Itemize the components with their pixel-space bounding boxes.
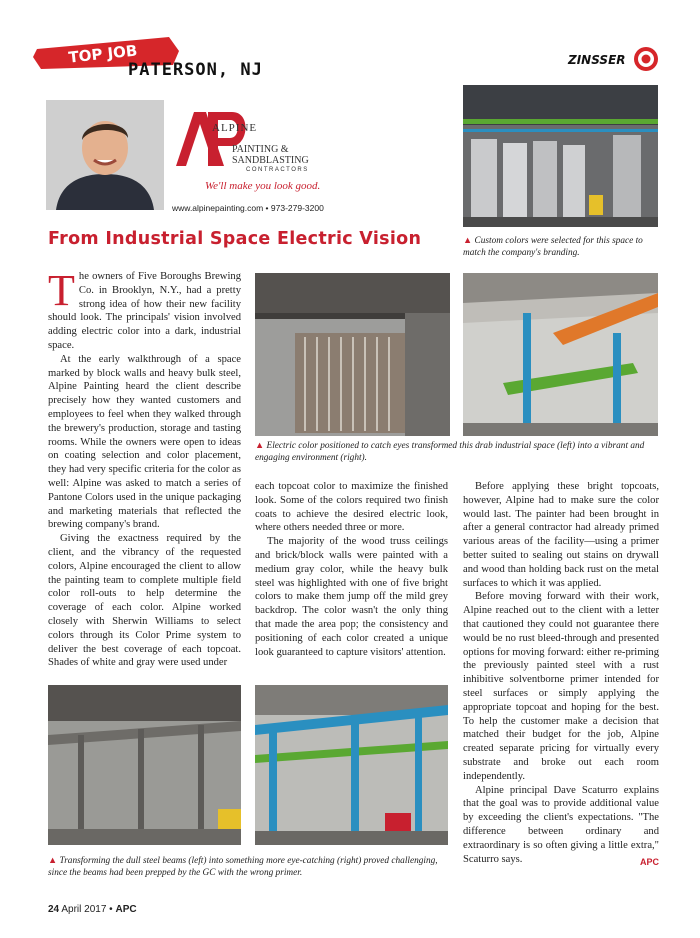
caption-top-right <box>463 235 663 259</box>
job-location: PATERSON, NJ <box>128 60 263 80</box>
company-contractors: CONTRACTORS <box>246 167 309 173</box>
paragraph-5: The majority of the wood truss ceilings and brick/block walls were painted with a medium gray color, while the heavy bulk steel was highlighted with one of five bright colors to make them jump off the mild grey backdrop. The color wasn't the only thing that made the area pop; the consistency and positioning of each color created a unique look guaranteed to capture visitors' attention. <box>255 536 448 658</box>
article-column-1 <box>48 266 241 670</box>
company-services: PAINTING & SANDBLASTING <box>232 144 309 166</box>
paragraph-1 <box>48 266 241 353</box>
svg-text:TOP JOB: TOP JOB <box>67 41 139 67</box>
drop-cap: T <box>48 266 75 315</box>
brewery-tanks-photo <box>463 85 658 227</box>
company-contact: www.alpinepainting.com • 973-279-3200 <box>172 203 324 213</box>
article-column-3 <box>463 480 659 869</box>
caption-bottom-text: Transforming the dull steel beams (left) into something more eye-catching (right) proved challenging, since the beams had been prepped by the GC with the wrong primer. <box>48 856 438 878</box>
paragraph-1-text: he owners of Five Boroughs Brewing Co. in Brooklyn, N.Y., had a pretty strong idea of how their new facility should look. The principals' vision involved adding electric color into a dark, industrial space. <box>48 271 241 351</box>
article-title: From Industrial Space Electric Vision <box>48 229 422 249</box>
page-footer <box>48 904 137 915</box>
publication-name: APC <box>115 904 137 915</box>
company-tagline: We'll make you look good. <box>205 180 321 192</box>
after-space-photo <box>463 273 658 436</box>
end-mark: APC <box>639 856 659 867</box>
paragraph-2: At the early walkthrough of a space marked by block walls and heavy bulk steel, Alpine Painting heard the client describe precisely how they wanted customers and employees to feel when they walked through the brewery's production, storage and tasting rooms. While the owners were open to ideas on coating selection and color placement, they had very specific criteria for the color as well: Alpine was asked to match a series of Pantone Colors used in the unique packaging and marketing materials that reflected the brewing company's brand. <box>48 353 241 531</box>
before-space-photo <box>255 273 450 436</box>
caption-top-right-text: Custom colors were selected for this space to match the company's branding. <box>463 236 643 258</box>
article-column-2 <box>255 480 448 659</box>
colorful-beams-photo <box>255 685 448 845</box>
portrait-photo <box>46 100 164 210</box>
caption-marker-icon: ▲ <box>255 441 265 451</box>
paragraph-6: Before applying these bright topcoats, however, Alpine had to make sure the color would last. The painter had been brought in after a general contractor had already primed various areas of the facility—using a primer better suited to sealing out stains on drywall and wood than holding back rust on the metal surfaces to which it was applied. <box>463 481 659 589</box>
paragraph-7: Before moving forward with their work, Alpine reached out to the client with a letter that cautioned they could not guarantee there would be no rust bleed-through and presented options for moving forward: either re-priming the previously painted steel with a rust inhibitive solventborne primer intended for steel surfaces or simply applying the appropriate topcoat and hoping for the best. To help the customer make a decision that matched their budget for the job, Alpine created separate pricing for virtually every substrate and broke out each room independently. <box>463 591 659 782</box>
svg-text:ZINSSER: ZINSSER <box>568 53 626 67</box>
paragraph-8-text: Alpine principal Dave Scaturro explains that the goal was to provide additional value by exceeding the client's expectations. "The difference between ordinary and extraordinary is so often giving a little extra," Scaturro says. <box>463 784 659 865</box>
paragraph-8 <box>463 784 659 867</box>
issue-date: April 2017 <box>61 904 107 915</box>
company-name: ALPINE <box>212 122 258 134</box>
paragraph-4: each topcoat color to maximize the finished look. Some of the colors required two finish coats to achieve the desired electric look, where others needed three or more. <box>255 481 448 534</box>
zinsser-logo <box>562 44 662 76</box>
caption-bottom <box>48 855 448 879</box>
paragraph-3: Giving the exactness required by the client, and the vibrancy of the requested colors, Alpine encouraged the client to allow the painting team to complete multiple field color roll-outs to help determine the coverage of each color. Alpine worked closely with Sherwin Williams to select colors through its Color Prime system to deliver the best coverage of each topcoat. Shades of white and gray were used under <box>48 533 241 669</box>
caption-marker-icon: ▲ <box>463 236 473 246</box>
page-number: 24 <box>48 904 60 915</box>
footer-separator: • <box>109 904 113 915</box>
caption-middle <box>255 440 660 464</box>
dull-beams-photo <box>48 685 241 845</box>
caption-middle-text: Electric color positioned to catch eyes transformed this drab industrial space (left) into a vibrant and engaging environment (right). <box>255 441 645 463</box>
caption-marker-icon: ▲ <box>48 856 58 866</box>
